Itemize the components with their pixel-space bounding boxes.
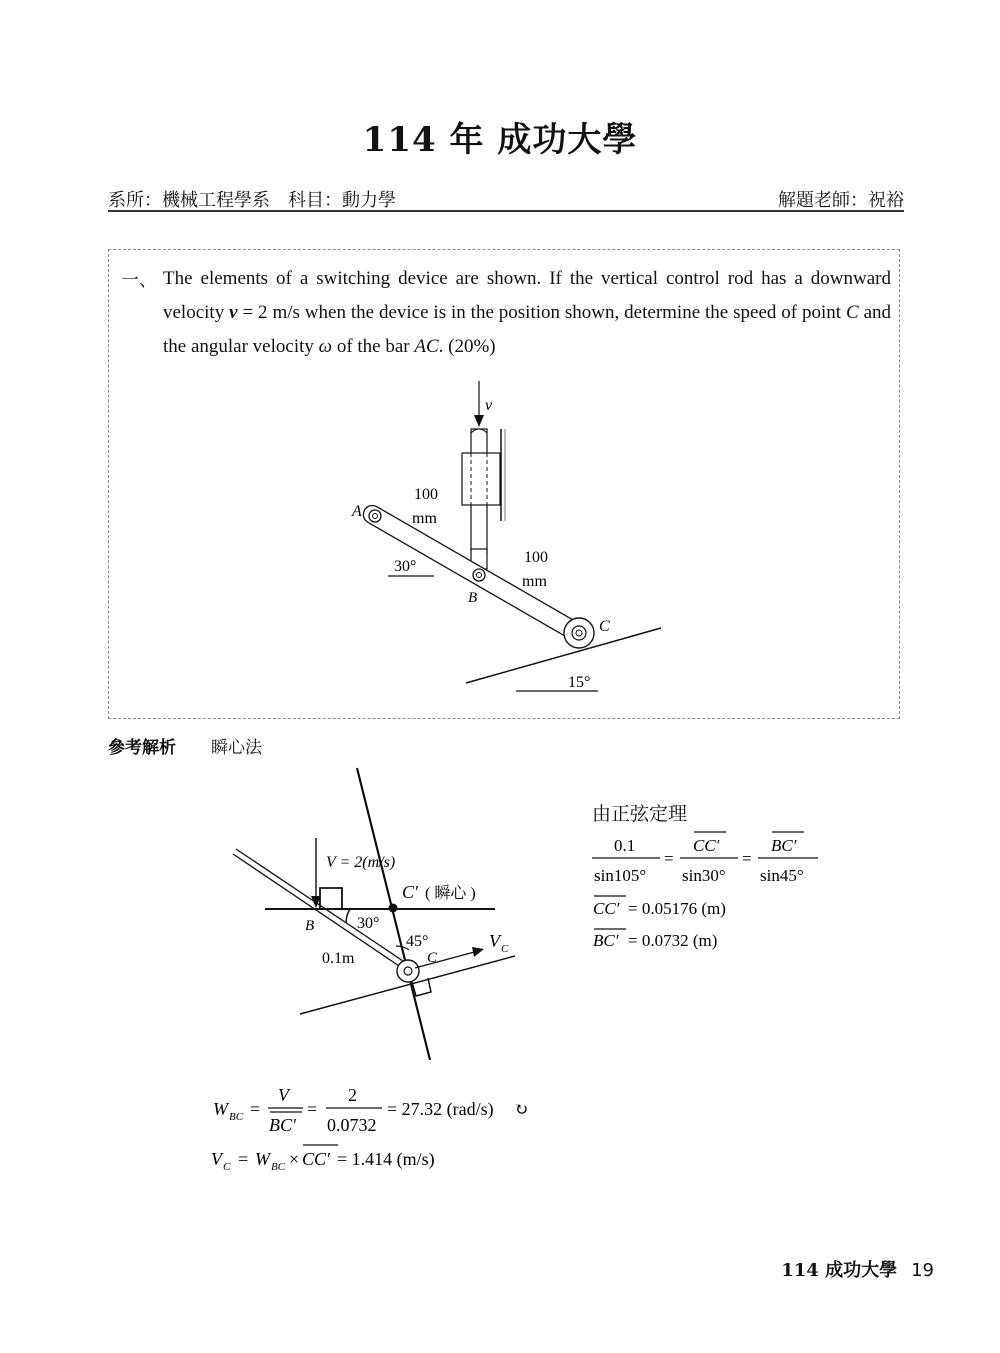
diag-length: 0.1m — [322, 950, 355, 967]
page-number: 19 — [911, 1260, 934, 1281]
w-f1-num: V — [278, 1085, 289, 1105]
q-omega-sym: ω — [318, 336, 333, 357]
info-bar — [108, 184, 904, 212]
len-ab-2: mm — [412, 510, 437, 527]
diag-v-label: V = 2(m/s) — [326, 854, 396, 871]
vc-eq: = — [238, 1149, 249, 1169]
w-lhs-sub: BC — [229, 1111, 244, 1123]
vc-result: = 1.414 (m/s) — [337, 1149, 435, 1169]
vc-lhs-sub: C — [223, 1161, 231, 1173]
q-text-1: The elements of a switching device are shown. If the vertical control rod has a downward velocity — [163, 268, 891, 323]
result-equations — [205, 1080, 545, 1190]
w-f1-den: BC′ — [269, 1115, 296, 1135]
dept-subject: 系所：機械工程學系 科目：動力學 — [108, 190, 396, 211]
q-v-sym: v — [229, 302, 238, 323]
sr-eq1: = — [664, 849, 674, 868]
diag-ic-note: ( 瞬心 ) — [425, 885, 476, 902]
w-eq2: = — [307, 1099, 318, 1119]
w-dir-icon: ↻ — [514, 1100, 529, 1119]
label-v: v — [485, 397, 493, 414]
w-eq1: = — [250, 1099, 261, 1119]
diag-b-label: B — [305, 918, 315, 934]
sr-d1: sin105° — [594, 866, 647, 885]
answer-method: 瞬心法 — [211, 738, 262, 758]
w-f2-num: 2 — [348, 1085, 357, 1105]
diag-vc-label: V — [489, 931, 500, 951]
teacher: 解題老師：祝裕 — [778, 190, 904, 211]
question-box — [108, 249, 900, 719]
q-v-value: = 2 m/s when the device is in the position shown, determine the speed of point — [237, 302, 846, 323]
vc-w: W — [255, 1149, 270, 1169]
q-text-4: . (20%) — [438, 336, 496, 357]
footer-label: 114 成功大學 — [781, 1260, 898, 1281]
sr-n1: 0.1 — [614, 836, 636, 855]
angle-15: 15° — [568, 674, 591, 691]
q-text-2: and the angular velocity — [163, 302, 892, 357]
sine-rule-title: 由正弦定理 — [592, 803, 688, 825]
diag-c-label: C — [427, 950, 438, 966]
sine-rule-equations — [588, 830, 828, 960]
len-ab-1: 100 — [414, 486, 438, 503]
sr-eq2: = — [742, 849, 752, 868]
q-c-sym: C — [845, 302, 859, 323]
diag-angle-30: 30° — [357, 915, 380, 932]
diag-vc-sub: C — [501, 943, 509, 955]
diag-angle-45: 45° — [406, 933, 429, 950]
q-ac-sym: AC — [414, 336, 439, 357]
w-lhs: W — [213, 1099, 228, 1119]
len-bc-2: mm — [522, 573, 547, 590]
question-number: 一、 — [121, 270, 157, 291]
vc-times: × — [289, 1149, 300, 1169]
vc-w-sub: BC — [271, 1161, 286, 1173]
sr-d3: sin45° — [760, 866, 804, 885]
label-b: B — [468, 590, 478, 606]
vc-lhs: V — [211, 1149, 222, 1169]
sr-n3: BC′ — [771, 836, 797, 855]
sr-cc-lhs: CC′ — [593, 899, 620, 918]
sr-cc-rhs: = 0.05176 (m) — [628, 899, 726, 918]
answer-label: 參考解析 — [108, 738, 176, 758]
diag-ic-label: C′ — [402, 882, 418, 902]
sr-bc-lhs: BC′ — [593, 931, 619, 950]
w-result: = 27.32 (rad/s) — [387, 1099, 494, 1119]
label-c: C — [599, 618, 610, 635]
page-footer — [781, 1256, 934, 1282]
vc-cc: CC′ — [302, 1149, 330, 1169]
sr-n2: CC′ — [693, 836, 720, 855]
mechanism-figure — [109, 250, 901, 720]
sr-d2: sin30° — [682, 866, 726, 885]
instant-center-diagram — [225, 760, 555, 1060]
len-bc-1: 100 — [524, 549, 548, 566]
page-title: 114 年 成功大學 — [362, 120, 638, 160]
w-f2-den: 0.0732 — [327, 1115, 377, 1135]
sr-bc-rhs: = 0.0732 (m) — [628, 931, 718, 950]
angle-30: 30° — [394, 558, 417, 575]
label-a: A — [352, 503, 362, 520]
q-text-3: of the bar — [332, 336, 415, 357]
